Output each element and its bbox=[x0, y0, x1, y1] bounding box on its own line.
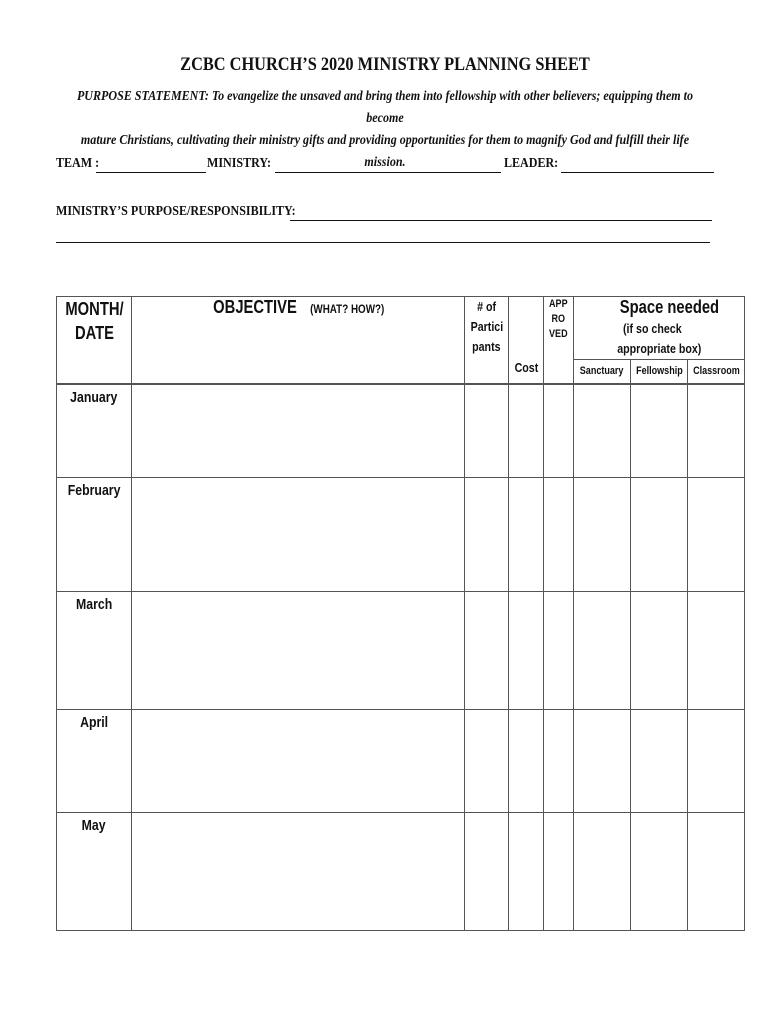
approved-header-line-3: VED bbox=[549, 328, 568, 340]
participants-cell[interactable] bbox=[465, 384, 509, 478]
month-cell bbox=[57, 710, 132, 813]
month-cell bbox=[57, 478, 132, 592]
objective-cell[interactable] bbox=[132, 813, 465, 931]
sanctuary-cell[interactable] bbox=[574, 384, 631, 478]
cost-cell[interactable] bbox=[509, 384, 544, 478]
objective-cell[interactable] bbox=[132, 478, 465, 592]
space-needed-header bbox=[574, 297, 745, 360]
sanctuary-cell[interactable] bbox=[574, 710, 631, 813]
approved-cell[interactable] bbox=[544, 384, 574, 478]
month-label: April bbox=[79, 714, 109, 731]
table-row bbox=[57, 813, 745, 931]
ministry-purpose-field-continued[interactable] bbox=[56, 242, 710, 243]
fellowship-label: Fellowship bbox=[636, 365, 683, 378]
month-label: January bbox=[70, 388, 118, 406]
classroom-cell[interactable] bbox=[688, 813, 745, 931]
space-needed-label: Space needed bbox=[620, 297, 720, 317]
fellowship-cell[interactable] bbox=[631, 710, 688, 813]
space-needed-sub-1: (if so check bbox=[623, 321, 682, 336]
month-label: March bbox=[75, 596, 113, 613]
fellowship-header bbox=[631, 360, 688, 384]
objective-header-label: OBJECTIVE bbox=[212, 297, 297, 317]
page-title: ZCBC CHURCH’S 2020 MINISTRY PLANNING SHEET bbox=[180, 54, 590, 75]
approved-header-line-2: RO bbox=[551, 313, 566, 325]
classroom-cell[interactable] bbox=[688, 710, 745, 813]
approved-header bbox=[544, 297, 574, 384]
sanctuary-cell[interactable] bbox=[574, 813, 631, 931]
participants-cell[interactable] bbox=[465, 813, 509, 931]
classroom-cell[interactable] bbox=[688, 384, 745, 478]
participants-header-line-2: Partici bbox=[470, 319, 503, 334]
participants-cell[interactable] bbox=[465, 710, 509, 813]
ministry-field[interactable] bbox=[275, 172, 501, 173]
leader-field[interactable] bbox=[561, 172, 714, 173]
month-cell bbox=[57, 592, 132, 710]
cost-header-label: Cost bbox=[514, 359, 538, 375]
objective-header-sub: (WHAT? HOW?) bbox=[310, 302, 385, 316]
ministry-purpose-label: MINISTRY’S PURPOSE/RESPONSIBILITY: bbox=[56, 204, 296, 219]
cost-header bbox=[509, 297, 544, 384]
month-header-line: MONTH/ bbox=[64, 299, 124, 319]
approved-header-line-1: APP bbox=[549, 298, 568, 310]
table-row bbox=[57, 592, 745, 710]
objective-cell[interactable] bbox=[132, 592, 465, 710]
objective-header bbox=[132, 297, 465, 384]
approved-cell[interactable] bbox=[544, 710, 574, 813]
cost-cell[interactable] bbox=[509, 478, 544, 592]
classroom-header bbox=[688, 360, 745, 384]
table-row bbox=[57, 384, 745, 478]
month-label: May bbox=[82, 817, 106, 834]
space-needed-sub-2: appropriate box) bbox=[616, 341, 702, 356]
team-label: TEAM : bbox=[56, 156, 100, 171]
sanctuary-header bbox=[574, 360, 631, 384]
sanctuary-label: Sanctuary bbox=[580, 365, 624, 378]
approved-cell[interactable] bbox=[544, 592, 574, 710]
team-field[interactable] bbox=[96, 172, 206, 173]
purpose-statement-line-1: PURPOSE STATEMENT: To evangelize the unsaved and bring them into fellowship with other believers; equipping them to become bbox=[76, 89, 694, 126]
participants-header-line-1: # of bbox=[477, 299, 496, 314]
table-row bbox=[57, 478, 745, 592]
month-date-header bbox=[63, 297, 125, 384]
approved-cell[interactable] bbox=[544, 813, 574, 931]
participants-cell[interactable] bbox=[465, 478, 509, 592]
classroom-cell[interactable] bbox=[688, 478, 745, 592]
planning-table bbox=[56, 296, 745, 931]
fellowship-cell[interactable] bbox=[631, 592, 688, 710]
cost-cell[interactable] bbox=[509, 813, 544, 931]
classroom-label: Classroom bbox=[693, 365, 740, 378]
ministry-label: MINISTRY: bbox=[207, 156, 272, 171]
fellowship-cell[interactable] bbox=[631, 384, 688, 478]
month-label: February bbox=[67, 482, 121, 499]
purpose-statement-line-2: mature Christians, cultivating their ministry gifts and providing opportunities for them to magnify God and fulfill their life mission. bbox=[80, 133, 690, 170]
participants-cell[interactable] bbox=[465, 592, 509, 710]
cost-cell[interactable] bbox=[509, 710, 544, 813]
ministry-purpose-row bbox=[56, 202, 714, 224]
classroom-cell[interactable] bbox=[688, 592, 745, 710]
cost-cell[interactable] bbox=[509, 592, 544, 710]
fellowship-cell[interactable] bbox=[631, 813, 688, 931]
objective-cell[interactable] bbox=[132, 384, 465, 478]
ministry-purpose-field[interactable] bbox=[290, 220, 712, 221]
team-ministry-leader-row bbox=[56, 154, 714, 176]
date-header-line: DATE bbox=[74, 323, 114, 343]
month-cell bbox=[57, 384, 132, 478]
participants-header bbox=[465, 297, 509, 384]
objective-cell[interactable] bbox=[132, 710, 465, 813]
approved-cell[interactable] bbox=[544, 478, 574, 592]
leader-label: LEADER: bbox=[504, 156, 559, 171]
fellowship-cell[interactable] bbox=[631, 478, 688, 592]
month-cell bbox=[57, 813, 132, 931]
participants-header-line-3: pants bbox=[472, 339, 501, 354]
sanctuary-cell[interactable] bbox=[574, 478, 631, 592]
sanctuary-cell[interactable] bbox=[574, 592, 631, 710]
table-row bbox=[57, 710, 745, 813]
